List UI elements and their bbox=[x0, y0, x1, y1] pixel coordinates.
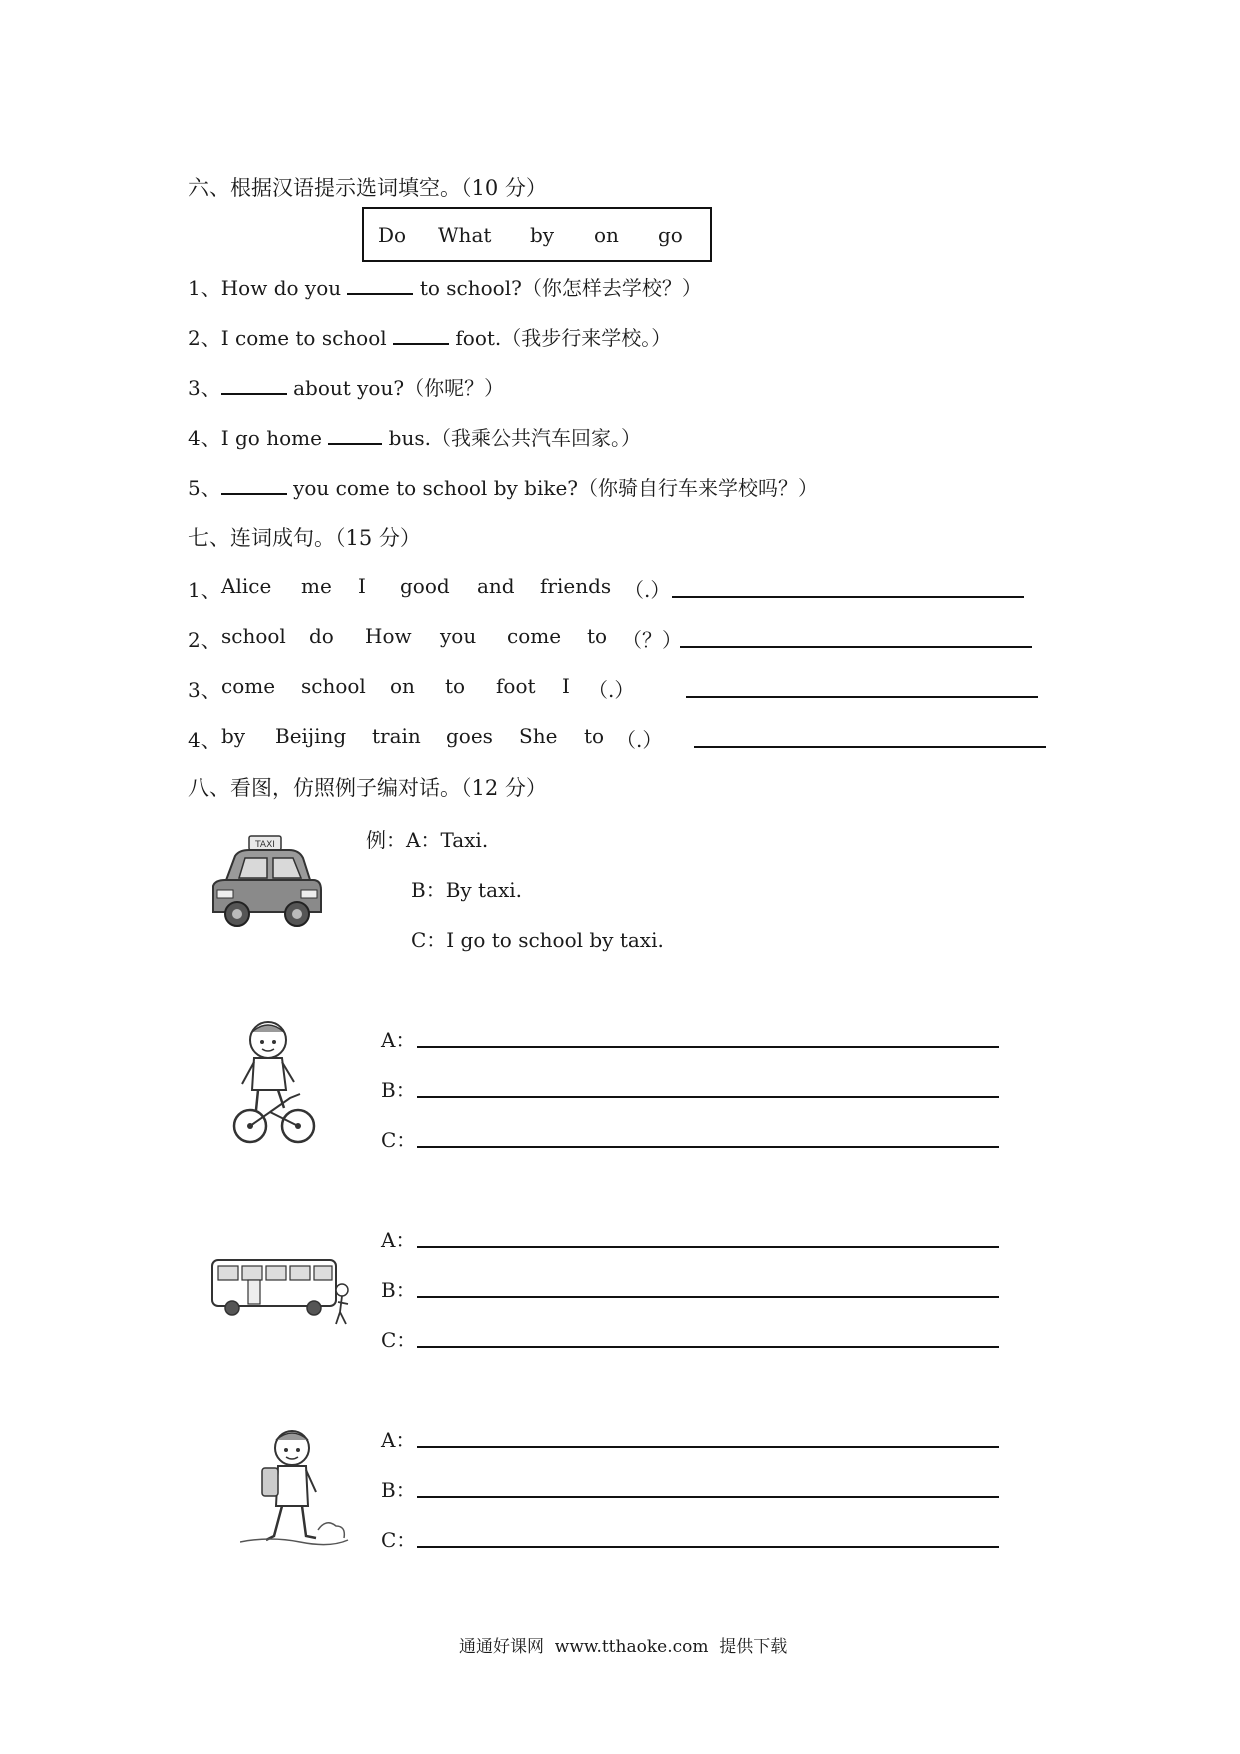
section7-heading: 七、连词成句。（15 分） bbox=[188, 526, 421, 550]
item-number: 3、 bbox=[188, 376, 221, 400]
word-token: come bbox=[507, 624, 562, 648]
item-text-before: I go home bbox=[220, 426, 322, 450]
word-bank-item: go bbox=[658, 223, 683, 247]
answer-blank[interactable] bbox=[328, 425, 382, 445]
answer-line[interactable] bbox=[417, 1246, 999, 1248]
word-token: to bbox=[445, 674, 466, 698]
word-token: train bbox=[372, 724, 421, 748]
item-number: 4、 bbox=[188, 426, 221, 450]
answer-line[interactable] bbox=[417, 1546, 999, 1548]
item-number: 1、 bbox=[188, 276, 221, 300]
bus-picture bbox=[208, 1250, 353, 1328]
answer-line[interactable] bbox=[417, 1096, 999, 1098]
word-token: and bbox=[477, 574, 515, 598]
item-number: 2、 bbox=[188, 628, 221, 652]
word-token: Beijing bbox=[275, 724, 347, 748]
word-token: come bbox=[221, 674, 276, 698]
word-token: do bbox=[309, 624, 334, 648]
answer-blank[interactable] bbox=[393, 325, 449, 345]
word-bank-box bbox=[362, 207, 712, 262]
speaker-label-a: A： bbox=[381, 1428, 416, 1452]
fill-item-5 bbox=[188, 472, 818, 501]
speaker-label-a: A： bbox=[381, 1228, 416, 1252]
boy-walking-picture bbox=[240, 1426, 350, 1556]
word-bank-item: Do bbox=[378, 223, 407, 247]
item-text-before: I come to school bbox=[220, 326, 387, 350]
example-line-c: C：I go to school by taxi. bbox=[411, 928, 664, 952]
taxi-picture bbox=[205, 828, 325, 938]
word-token: on bbox=[390, 674, 415, 698]
item-number: 2、 bbox=[188, 326, 221, 350]
item-number: 1、 bbox=[188, 578, 221, 602]
word-token: （.） bbox=[624, 578, 671, 602]
fill-item-2 bbox=[188, 322, 671, 351]
word-token: to bbox=[587, 624, 608, 648]
speaker-label-b: B： bbox=[381, 1078, 416, 1102]
word-token: school bbox=[221, 624, 286, 648]
speaker-label-c: C： bbox=[381, 1328, 417, 1352]
speaker-label-b: B： bbox=[381, 1278, 416, 1302]
item-text-after: bus.（我乘公共汽车回家。） bbox=[388, 426, 641, 450]
word-token: Alice bbox=[221, 574, 272, 598]
answer-line[interactable] bbox=[417, 1496, 999, 1498]
word-token: good bbox=[400, 574, 450, 598]
answer-line[interactable] bbox=[417, 1146, 999, 1148]
item-text-after: you come to school by bike?（你骑自行车来学校吗？） bbox=[293, 476, 819, 500]
speaker-label-b: B： bbox=[381, 1478, 416, 1502]
word-token: foot bbox=[496, 674, 536, 698]
item-number: 5、 bbox=[188, 476, 221, 500]
speaker-label-c: C： bbox=[381, 1528, 417, 1552]
page-footer: 通通好课网 www.tthaoke.com 提供下载 bbox=[459, 1637, 788, 1657]
answer-line[interactable] bbox=[680, 646, 1032, 648]
answer-line[interactable] bbox=[694, 746, 1046, 748]
word-token: （.） bbox=[616, 728, 663, 752]
example-text: A：Taxi. bbox=[406, 828, 489, 852]
word-token: I bbox=[358, 574, 366, 598]
answer-blank[interactable] bbox=[347, 275, 413, 295]
word-token: goes bbox=[446, 724, 493, 748]
item-number: 3、 bbox=[188, 678, 221, 702]
section6-heading: 六、根据汉语提示选词填空。（10 分） bbox=[188, 176, 547, 200]
fill-item-1 bbox=[188, 272, 702, 301]
item-text-after: about you?（你呢？） bbox=[293, 376, 505, 400]
item-number: 4、 bbox=[188, 728, 221, 752]
item-text-after: to school?（你怎样去学校？） bbox=[419, 276, 702, 300]
word-bank-item: by bbox=[530, 223, 555, 247]
answer-blank[interactable] bbox=[221, 475, 287, 495]
word-token: you bbox=[440, 624, 477, 648]
answer-line[interactable] bbox=[672, 596, 1024, 598]
fill-item-3 bbox=[188, 372, 504, 401]
answer-blank[interactable] bbox=[221, 375, 287, 395]
answer-line[interactable] bbox=[686, 696, 1038, 698]
answer-line[interactable] bbox=[417, 1296, 999, 1298]
word-bank-item: What bbox=[438, 223, 492, 247]
word-token: to bbox=[584, 724, 605, 748]
word-bank-item: on bbox=[594, 223, 619, 247]
item-text-before: How do you bbox=[220, 276, 342, 300]
word-token: （.） bbox=[588, 678, 635, 702]
boy-riding-bike-picture bbox=[232, 1018, 322, 1148]
speaker-label-c: C： bbox=[381, 1128, 417, 1152]
section8-heading: 八、看图，仿照例子编对话。（12 分） bbox=[188, 776, 547, 800]
word-token: friends bbox=[540, 574, 612, 598]
word-token: How bbox=[365, 624, 412, 648]
example-prefix: 例： bbox=[366, 828, 406, 852]
word-token: me bbox=[301, 574, 332, 598]
word-token: She bbox=[519, 724, 558, 748]
answer-line[interactable] bbox=[417, 1446, 999, 1448]
word-token: school bbox=[301, 674, 366, 698]
word-token: （？） bbox=[622, 628, 682, 652]
answer-line[interactable] bbox=[417, 1346, 999, 1348]
example-line-a bbox=[366, 824, 488, 853]
fill-item-4 bbox=[188, 422, 641, 451]
example-line-b: B：By taxi. bbox=[411, 878, 523, 902]
word-token: I bbox=[562, 674, 570, 698]
item-text-after: foot.（我步行来学校。） bbox=[455, 326, 672, 350]
taxi-sign-text: TAXI bbox=[255, 840, 275, 850]
answer-line[interactable] bbox=[417, 1046, 999, 1048]
word-token: by bbox=[221, 724, 246, 748]
speaker-label-a: A： bbox=[381, 1028, 416, 1052]
